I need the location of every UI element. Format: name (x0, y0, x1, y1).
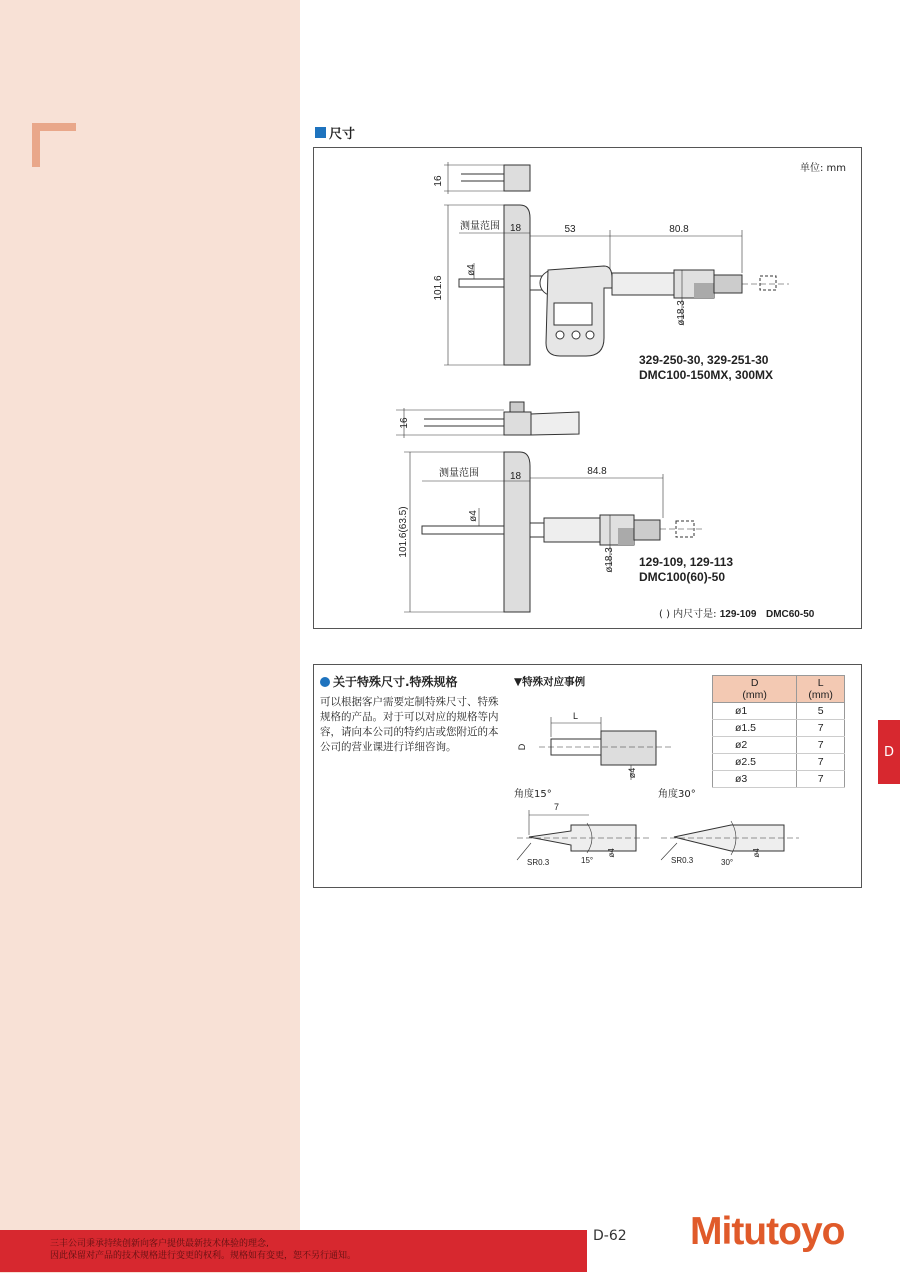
top-ratchet (714, 275, 742, 293)
size-note-prefix: ( ) 内尺寸是: (659, 609, 717, 620)
section-title: 尺寸 (329, 127, 356, 142)
table-row: ø2.5 7 (713, 754, 845, 771)
bottom-codes: DMC100(60)-50 (639, 570, 726, 584)
example-title: ▼特殊对应事例 (514, 676, 586, 688)
dimension-drawing-box (313, 147, 862, 629)
tip30-phi4: ø4 (752, 848, 761, 858)
angle30-label: 角度30° (658, 789, 696, 800)
top-lcd-screen (554, 303, 592, 325)
special-title: 关于特殊尺寸.特殊规格 (333, 675, 458, 689)
tip30-deg: 30° (721, 858, 734, 867)
top-dim-808: 80.8 (669, 224, 689, 235)
corner-bracket-mark (32, 123, 76, 167)
example-dim-L: L (573, 711, 579, 721)
table-row: ø3 7 (713, 771, 845, 788)
top-dim-base: 18 (510, 223, 522, 234)
example-dim-phi4: ø4 (627, 767, 637, 779)
dimension-drawing (314, 148, 861, 628)
top-measuring-rod (459, 279, 504, 287)
top-side-view-base (504, 165, 530, 191)
bottom-dim-848: 84.8 (587, 466, 607, 477)
top-codes: DMC100-150MX, 300MX (639, 368, 774, 382)
footer-disclaimer (50, 1238, 356, 1262)
example-base (601, 731, 656, 765)
size-note (659, 605, 814, 620)
table-header-l: L (mm) (797, 676, 845, 703)
top-dim-width: 16 (433, 175, 444, 187)
top-model-block (639, 353, 773, 383)
bottom-dim-width: 16 (399, 417, 410, 429)
bottom-ratchet (634, 520, 660, 540)
top-dim-range-label: 测量范围 (460, 221, 500, 232)
top-dim-phi4: ø4 (466, 264, 477, 276)
table-row: ø1 5 (713, 703, 845, 720)
bottom-dim-phi4: ø4 (468, 510, 479, 522)
top-dim-53: 53 (564, 224, 576, 235)
table-row: ø2 7 (713, 737, 845, 754)
left-margin-panel (0, 0, 300, 1273)
example-dim-D: D (517, 743, 527, 751)
chapter-tab[interactable]: D (878, 720, 900, 784)
square-bullet-icon (315, 127, 326, 138)
special-spec-box (313, 664, 862, 888)
special-description: 可以根据客户需要定制特殊尺寸、特殊规格的产品。对于可以对应的规格等内容，请向本公司的特约店或您附近的本公司的营业课进行详细咨询。 (320, 696, 499, 753)
tip30-sr: SR0.3 (671, 856, 694, 865)
brand-logo: Mitutoyo (690, 1210, 845, 1253)
top-sleeve (612, 273, 674, 295)
circle-bullet-icon (320, 677, 330, 687)
table-row: ø1.5 7 (713, 720, 845, 737)
bottom-measuring-rod (422, 526, 504, 534)
bottom-model-block (639, 555, 733, 585)
tip15-phi4: ø4 (607, 848, 616, 858)
footer-line-1: 三丰公司秉承持续创新向客户提供最新技术体验的理念, (50, 1239, 269, 1249)
top-dim-phi183: ø18.3 (676, 300, 687, 326)
spec-table (712, 675, 845, 788)
footer-line-2: 因此保留对产品的技术规格进行变更的权利。规格如有变更，恕不另行通知。 (50, 1251, 357, 1261)
tip15-deg: 15° (581, 856, 594, 865)
bottom-dim-range-label: 测量范围 (439, 468, 479, 479)
unit-label: 单位: mm (799, 163, 846, 174)
page-number: D-62 (593, 1228, 627, 1244)
top-models: 329-250-30, 329-251-30 (639, 353, 769, 367)
tip15-dim-7: 7 (554, 802, 560, 812)
section-heading (315, 123, 355, 142)
special-heading (320, 673, 458, 690)
tip15-sr: SR0.3 (527, 858, 550, 867)
bottom-sleeve (544, 518, 600, 542)
bottom-dim-height: 101.6(63.5) (398, 506, 409, 558)
top-dim-height: 101.6 (433, 275, 444, 301)
size-note-code: DMC60-50 (765, 609, 815, 620)
bottom-models: 129-109, 129-113 (639, 555, 734, 569)
size-note-model: 129-109 (719, 609, 757, 620)
bottom-dim-base: 18 (510, 471, 522, 482)
angle15-label: 角度15° (514, 789, 552, 800)
table-header-d: D (mm) (713, 676, 797, 703)
bottom-dim-phi183: ø18.3 (604, 547, 615, 573)
